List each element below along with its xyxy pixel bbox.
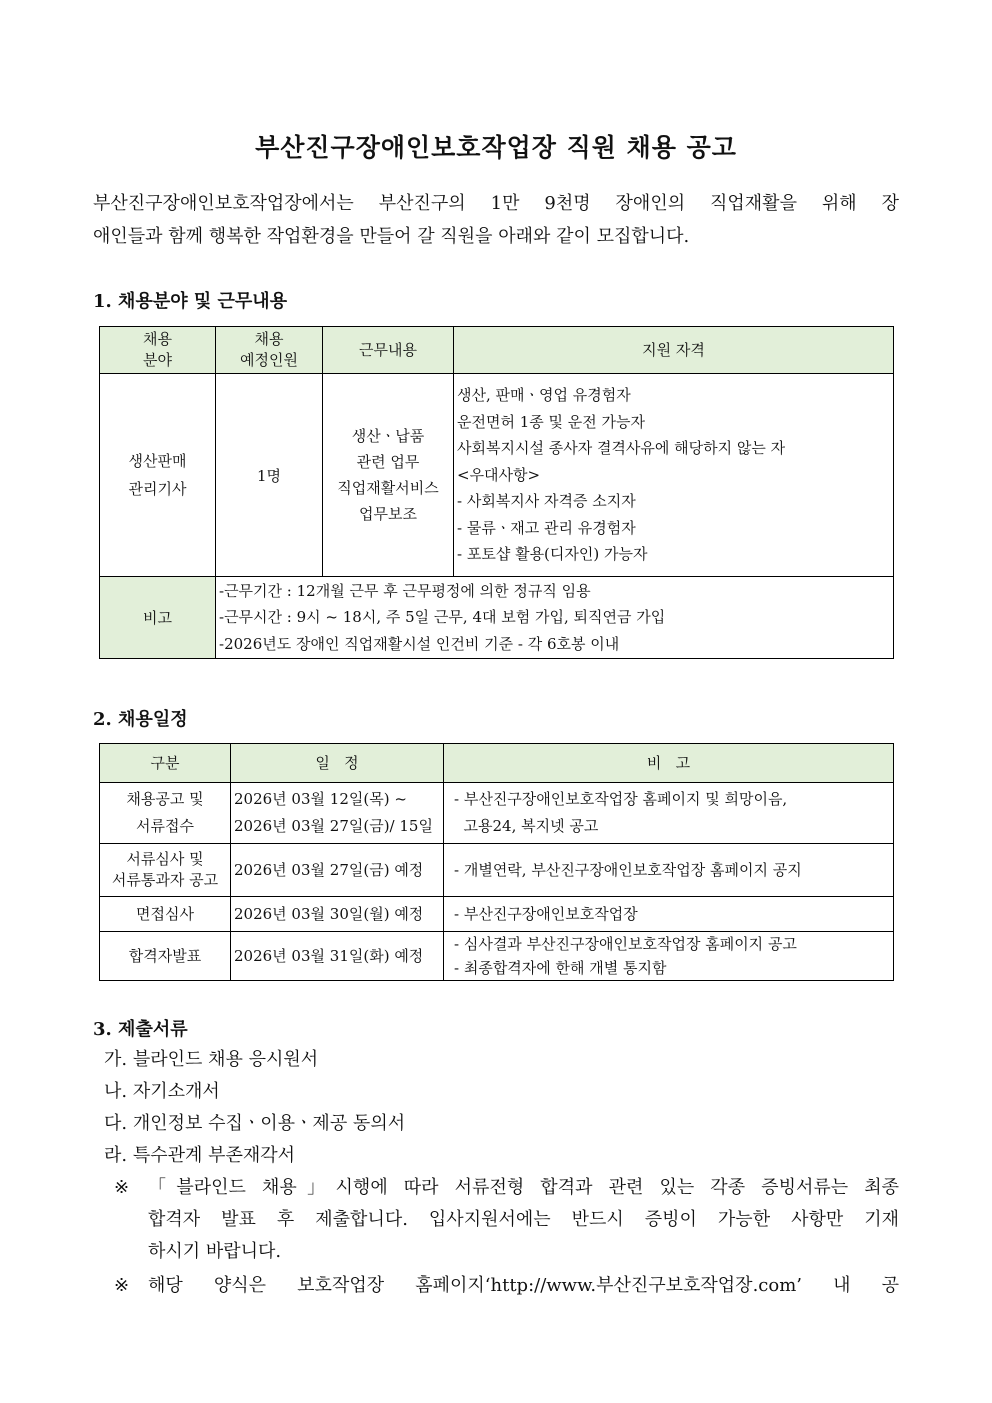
- cell-field: 생산판매 관리기사: [100, 374, 216, 577]
- cell-count: 1명: [216, 374, 323, 577]
- reference-mark-icon: ※: [114, 1177, 130, 1198]
- cell-schedule: 2026년 03월 27일(금) 예정: [231, 844, 444, 897]
- notes: [114, 1172, 899, 1302]
- header-count: 채용 예정인원: [216, 327, 323, 374]
- remarks-label: 비고: [100, 577, 216, 659]
- cell-note: - 부산진구장애인보호작업장 홈페이지 및 희망이음, 고용24, 복지넷 공고: [444, 783, 894, 844]
- cell-category: 합격자발표: [100, 932, 231, 981]
- remarks-row: [100, 577, 894, 659]
- header-category: 구분: [100, 744, 231, 783]
- section-heading: 2. 채용일정: [93, 709, 188, 730]
- schedule-table: [99, 743, 894, 981]
- header-field: 채용 분야: [100, 327, 216, 374]
- list-item: 라. 특수관계 부존재각서: [104, 1145, 296, 1166]
- recruitment-table: [99, 326, 894, 659]
- list-item: 다. 개인정보 수집ㆍ이용ㆍ제공 동의서: [104, 1113, 406, 1134]
- cell-schedule: 2026년 03월 31일(화) 예정: [231, 932, 444, 981]
- header-qualifications: 지원 자격: [454, 327, 894, 374]
- intro-paragraph: [93, 187, 899, 253]
- cell-note: - 개별연락, 부산진구장애인보호작업장 홈페이지 공지: [444, 844, 894, 897]
- table-row: [100, 932, 894, 981]
- list-item: 가. 블라인드 채용 응시원서: [104, 1049, 319, 1070]
- cell-category: 서류심사 및 서류통과자 공고: [100, 844, 231, 897]
- section-heading: 1. 채용분야 및 근무내용: [93, 291, 288, 312]
- section-heading: 3. 제출서류: [93, 1019, 188, 1040]
- cell-category: 면접심사: [100, 897, 231, 932]
- cell-category: 채용공고 및 서류접수: [100, 783, 231, 844]
- cell-schedule: 2026년 03월 12일(목) ~ 2026년 03월 27일(금)/ 15일: [231, 783, 444, 844]
- reference-mark-icon: ※: [114, 1275, 130, 1296]
- table-row: [100, 374, 894, 577]
- cell-note: - 심사결과 부산진구장애인보호작업장 홈페이지 공고 - 최종합격자에 한해 개별 통지함: [444, 932, 894, 981]
- intro-line: 부산진구장애인보호작업장에서는 부산진구의 1만 9천명 장애인의 직업재활을 위해 장: [93, 193, 899, 214]
- remarks-cell: -근무기간 : 12개월 근무 후 근무평정에 의한 정규직 임용 -근무시간 : 9시 ~ 18시, 주 5일 근무, 4대 보험 가입, 퇴직연금 가입 -2026년도 장애인 직업재활시설 인건비 기준 - 각 6호봉 이내: [216, 577, 894, 659]
- cell-schedule: 2026년 03월 30일(월) 예정: [231, 897, 444, 932]
- header-duties: 근무내용: [323, 327, 454, 374]
- cell-qualifications: 생산, 판매ㆍ영업 유경험자 운전면허 1종 및 운전 가능자 사회복지시설 종사자 결격사유에 해당하지 않는 자 <우대사항> - 사회복지사 자격증 소지자 - 물류ㆍ재고 관리 유경험자 - 포토샵 활용(디자인) 가능자: [454, 374, 894, 577]
- note-blind-hiring: ※ 「블라인드 채용」시행에 따라 서류전형 합격과 관련 있는 각종 증빙서류는 최종 합격자 발표 후 제출합니다. 입사지원서에는 반드시 증빙이 가능한 사항만 기재 하시기 바랍니다.: [114, 1172, 899, 1268]
- table-header-row: [100, 327, 894, 374]
- intro-line: 애인들과 함께 행복한 작업환경을 만들어 갈 직원을 아래와 같이 모집합니다.: [93, 226, 690, 247]
- list-item: 나. 자기소개서: [104, 1081, 220, 1102]
- cell-note: - 부산진구장애인보호작업장: [444, 897, 894, 932]
- document-list: [104, 1044, 405, 1172]
- table-row: [100, 844, 894, 897]
- page-title: 부산진구장애인보호작업장 직원 채용 공고: [255, 133, 737, 162]
- header-note: 비 고: [444, 744, 894, 783]
- header-schedule: 일 정: [231, 744, 444, 783]
- table-row: [100, 783, 894, 844]
- table-header-row: [100, 744, 894, 783]
- note-form-download: ※ 해당 양식은 보호작업장 홈페이지‘http://www.부산진구보호작업장.com’ 내 공: [114, 1270, 899, 1302]
- table-row: [100, 897, 894, 932]
- cell-duties: 생산ㆍ납품 관련 업무 직업재활서비스 업무보조: [323, 374, 454, 577]
